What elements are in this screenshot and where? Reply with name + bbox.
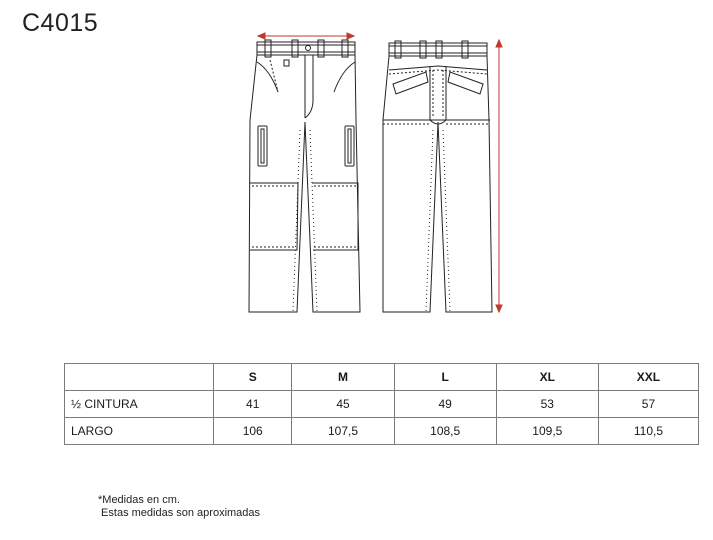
table-cell: 110,5 [598,418,698,445]
table-cell: 106 [214,418,292,445]
table-row [65,391,699,418]
size-chart-table [64,363,699,445]
corner-cell [65,364,214,391]
front-view [249,40,360,312]
length-measure-arrow [496,40,502,312]
note-line: Estas medidas son aproximadas [98,507,261,519]
back-view [383,41,492,312]
table-cell: 57 [598,391,698,418]
table-row [65,418,699,445]
table-cell: 107,5 [292,418,394,445]
row-label: ½ CINTURA [65,391,214,418]
size-header: XXL [598,364,698,391]
product-code: C4015 [22,9,99,37]
measurement-notes [98,494,260,520]
size-header: XL [496,364,598,391]
waist-measure-arrow [258,33,354,39]
table-cell: 41 [214,391,292,418]
size-header-row [65,364,699,391]
table-cell: 49 [394,391,496,418]
table-cell: 45 [292,391,394,418]
size-header: L [394,364,496,391]
table-cell: 53 [496,391,598,418]
size-header: M [292,364,394,391]
size-header: S [214,364,292,391]
row-label: LARGO [65,418,214,445]
note-line: *Medidas en cm. [98,494,180,506]
table-cell: 108,5 [394,418,496,445]
table-cell: 109,5 [496,418,598,445]
